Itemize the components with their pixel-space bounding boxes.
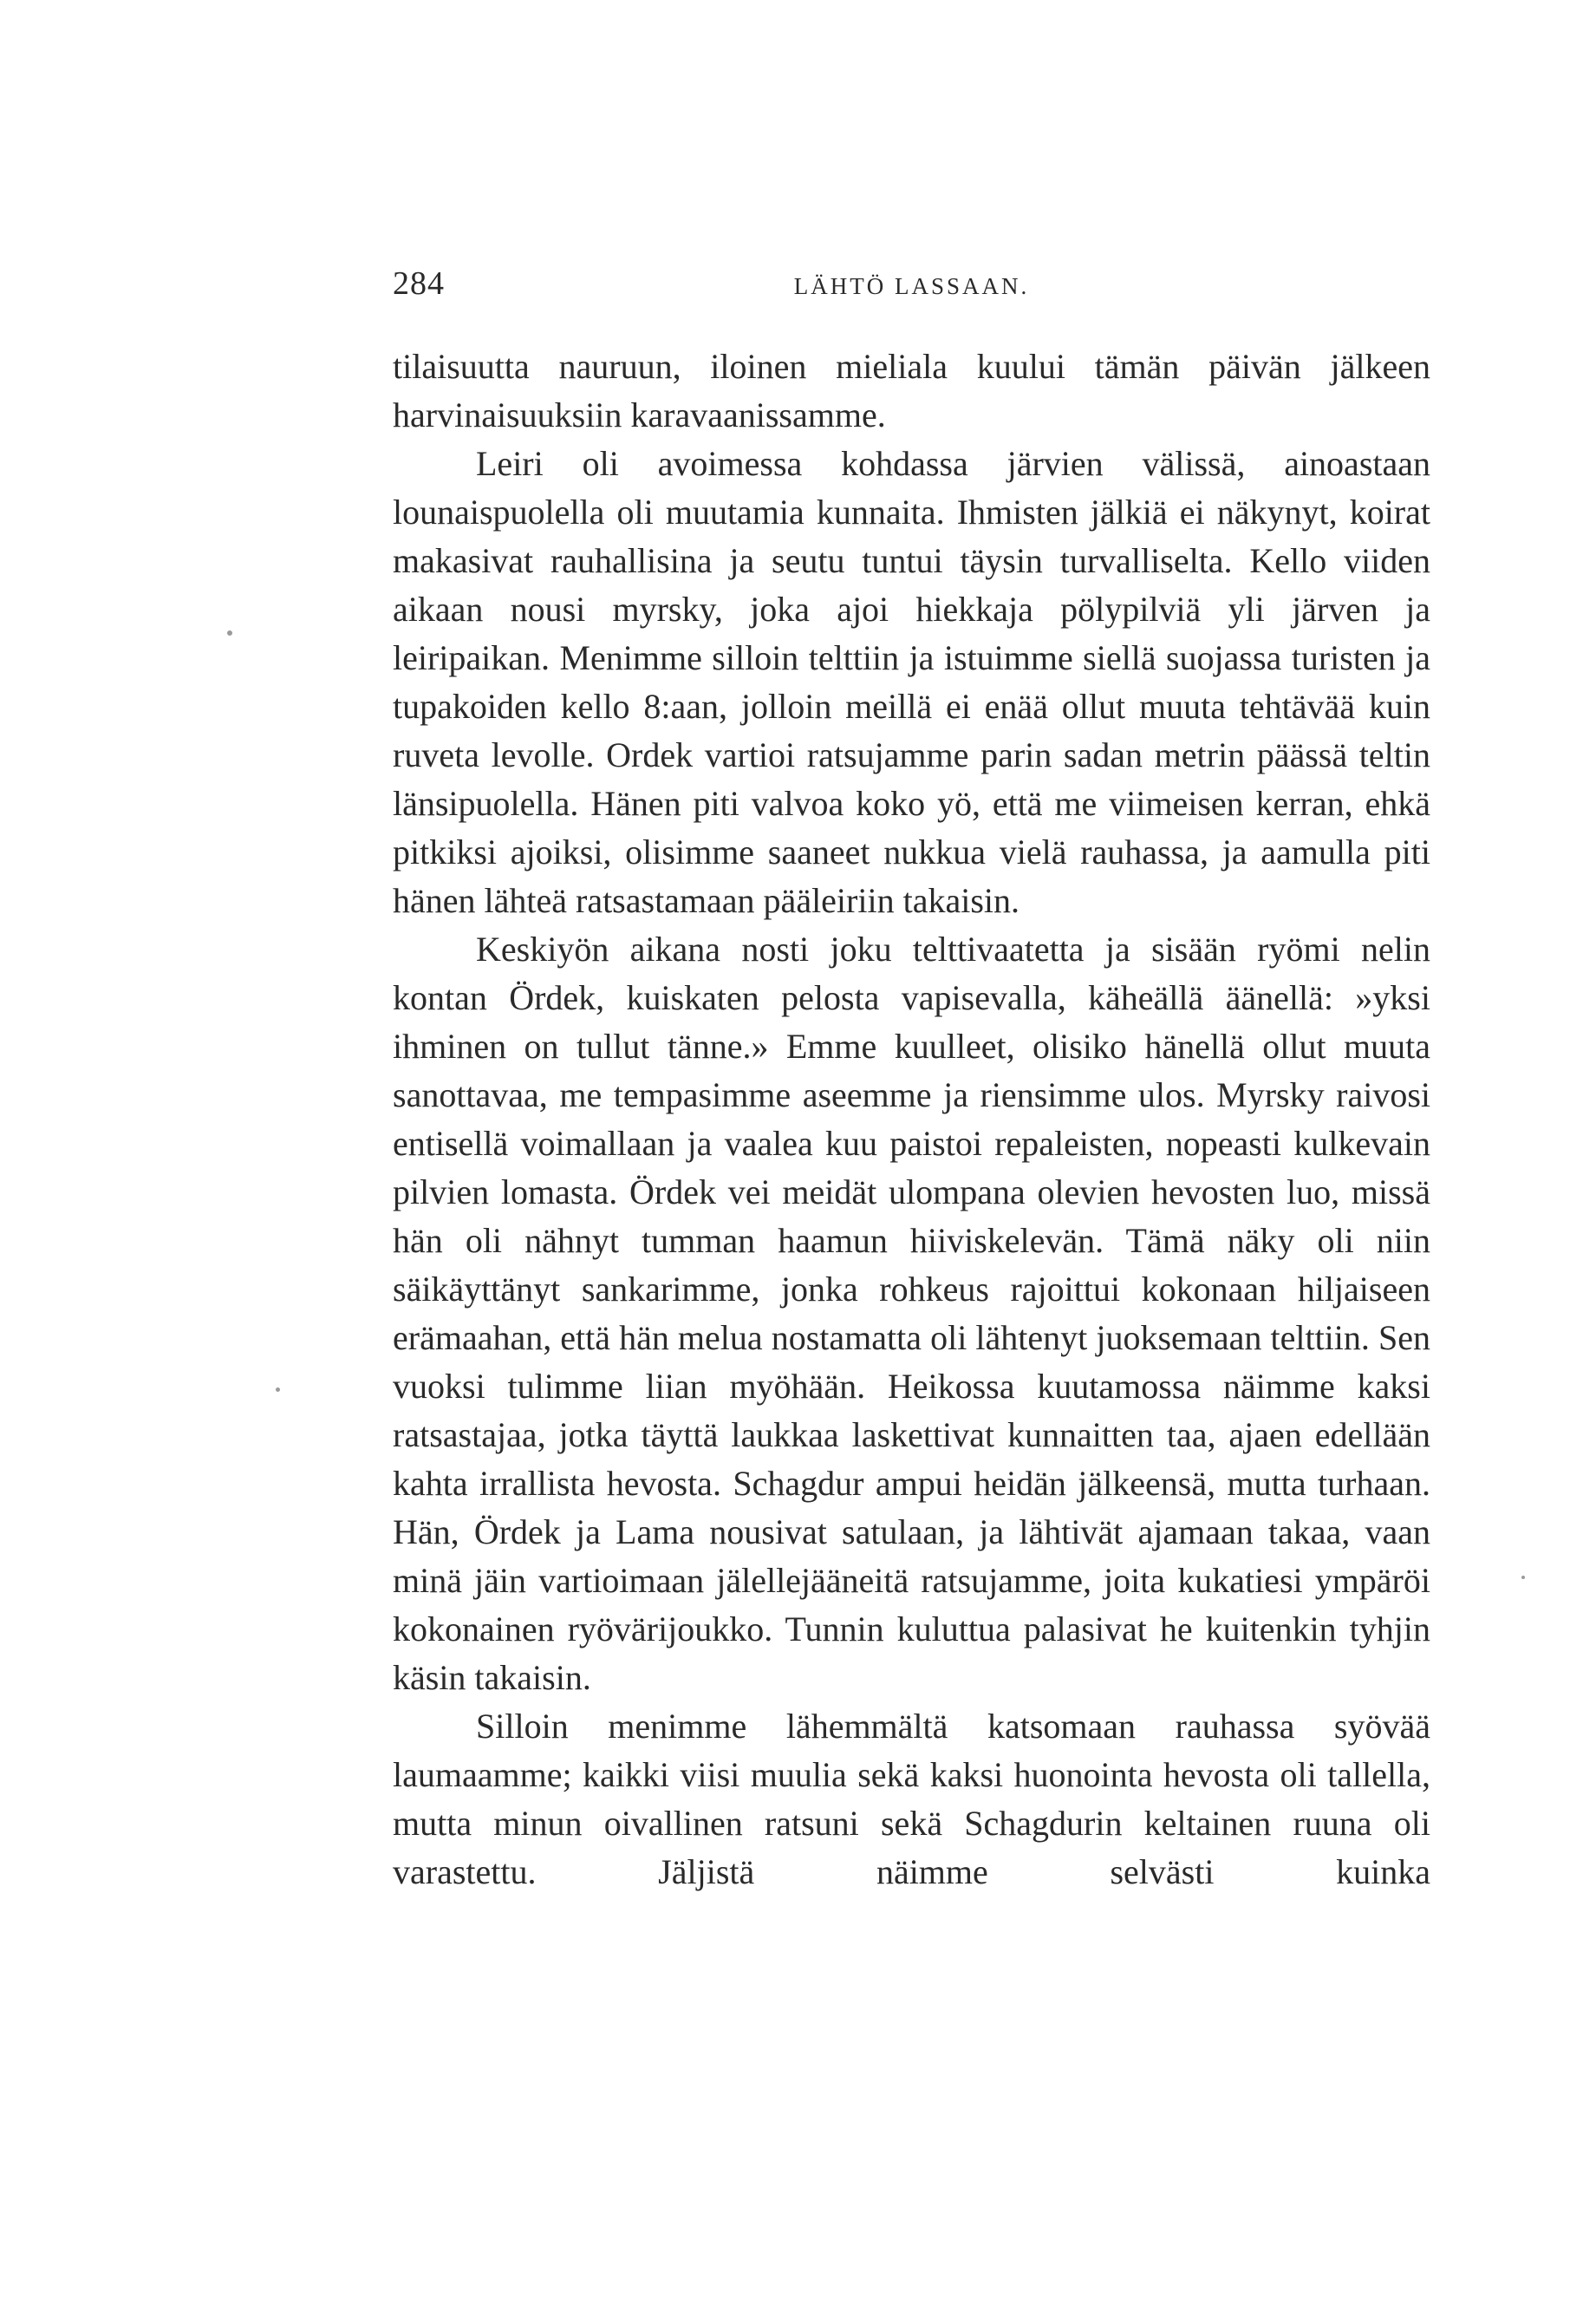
paragraph: Keskiyön aikana nosti joku telttivaatetta ja sisään ryömi nelin kontan Ördek, kuiskaten pelosta vapisevalla, käheällä äänellä: »yksi ihminen on tullut tänne.» Emme kuulleet, olisiko hänellä ollut muuta sanottavaa, me tempasimme aseemme ja riensimme ulos. Myrsky raivosi entisellä voimallaan ja vaalea kuu paistoi repaleisten, nopeasti kulkevain pilvien lomasta. Ördek vei meidät ulompana olevien hevosten luo, missä hän oli nähnyt tumman haamun hiiviskelevän. Tämä näky oli niin säikäyttänyt sankarimme, jonka rohkeus rajoittui kokonaan hiljaiseen erämaahan, että hän melua nostamatta oli lähtenyt juoksemaan telttiin. Sen vuoksi tulimme liian myöhään. Heikossa kuutamossa näimme kaksi ratsastajaa, jotka täyttä laukkaa laskettivat kunnaitten taa, ajaen edellään kahta irrallista hevosta. Schagdur ampui heidän jälkeensä, mutta turhaan. Hän, Ördek ja Lama nousivat satulaan, ja lähtivät ajamaan takaa, vaan minä jäin vartioimaan jälellejääneitä ratsujamme, joita kukatiesi ympäröi kokonainen ryövärijoukko. Tunnin kuluttua palasivat he kuitenkin tyhjin käsin takaisin. bbox=[393, 930, 1430, 1697]
paragraph: tilaisuutta nauruun, iloinen mieliala kuului tämän päivän jälkeen harvinaisuuksiin karavaanissamme. bbox=[393, 347, 1430, 434]
paragraph: Leiri oli avoimessa kohdassa järvien välissä, ainoastaan lounaispuolella oli muutamia kunnaita. Ihmisten jälkiä ei näkynyt, koirat makasivat rauhallisina ja seutu tuntui täysin turvalliselta. Kello viiden aikaan nousi myrsky, joka ajoi hiekkaja pölypilviä yli järven ja leiripaikan. Menimme silloin telttiin ja istuimme siellä suojassa turisten ja tupakoiden kello 8:aan, jolloin meillä ei enää ollut muuta tehtävää kuin ruveta levolle. Ordek vartioi ratsujamme parin sadan metrin päässä teltin länsipuolella. Hänen piti valvoa koko yö, että me viimeisen kerran, ehkä pitkiksi ajoiksi, olisimme saaneet nukkua vielä rauhassa, ja aamulla piti hänen lähteä ratsastamaan pääleiriin takaisin. bbox=[393, 444, 1430, 920]
paper-speck bbox=[276, 1387, 280, 1392]
paper-speck bbox=[227, 630, 232, 636]
paragraph: Silloin menimme lähemmältä katsomaan rauhassa syövää laumaamme; kaikki viisi muulia sekä kaksi huonointa hevosta oli tallella, mutta minun oivallinen ratsuni sekä Schagdurin keltainen ruuna oli varastettu. Jäljistä näimme selvästi kuinka bbox=[393, 1707, 1430, 1891]
body-text bbox=[393, 343, 1430, 1896]
chapter-title: LÄHTÖ LASSAAN. bbox=[793, 273, 1030, 299]
paper-speck bbox=[1521, 1576, 1525, 1579]
book-page bbox=[393, 264, 1430, 1896]
page-number: 284 bbox=[393, 265, 445, 302]
running-head bbox=[393, 264, 1430, 302]
